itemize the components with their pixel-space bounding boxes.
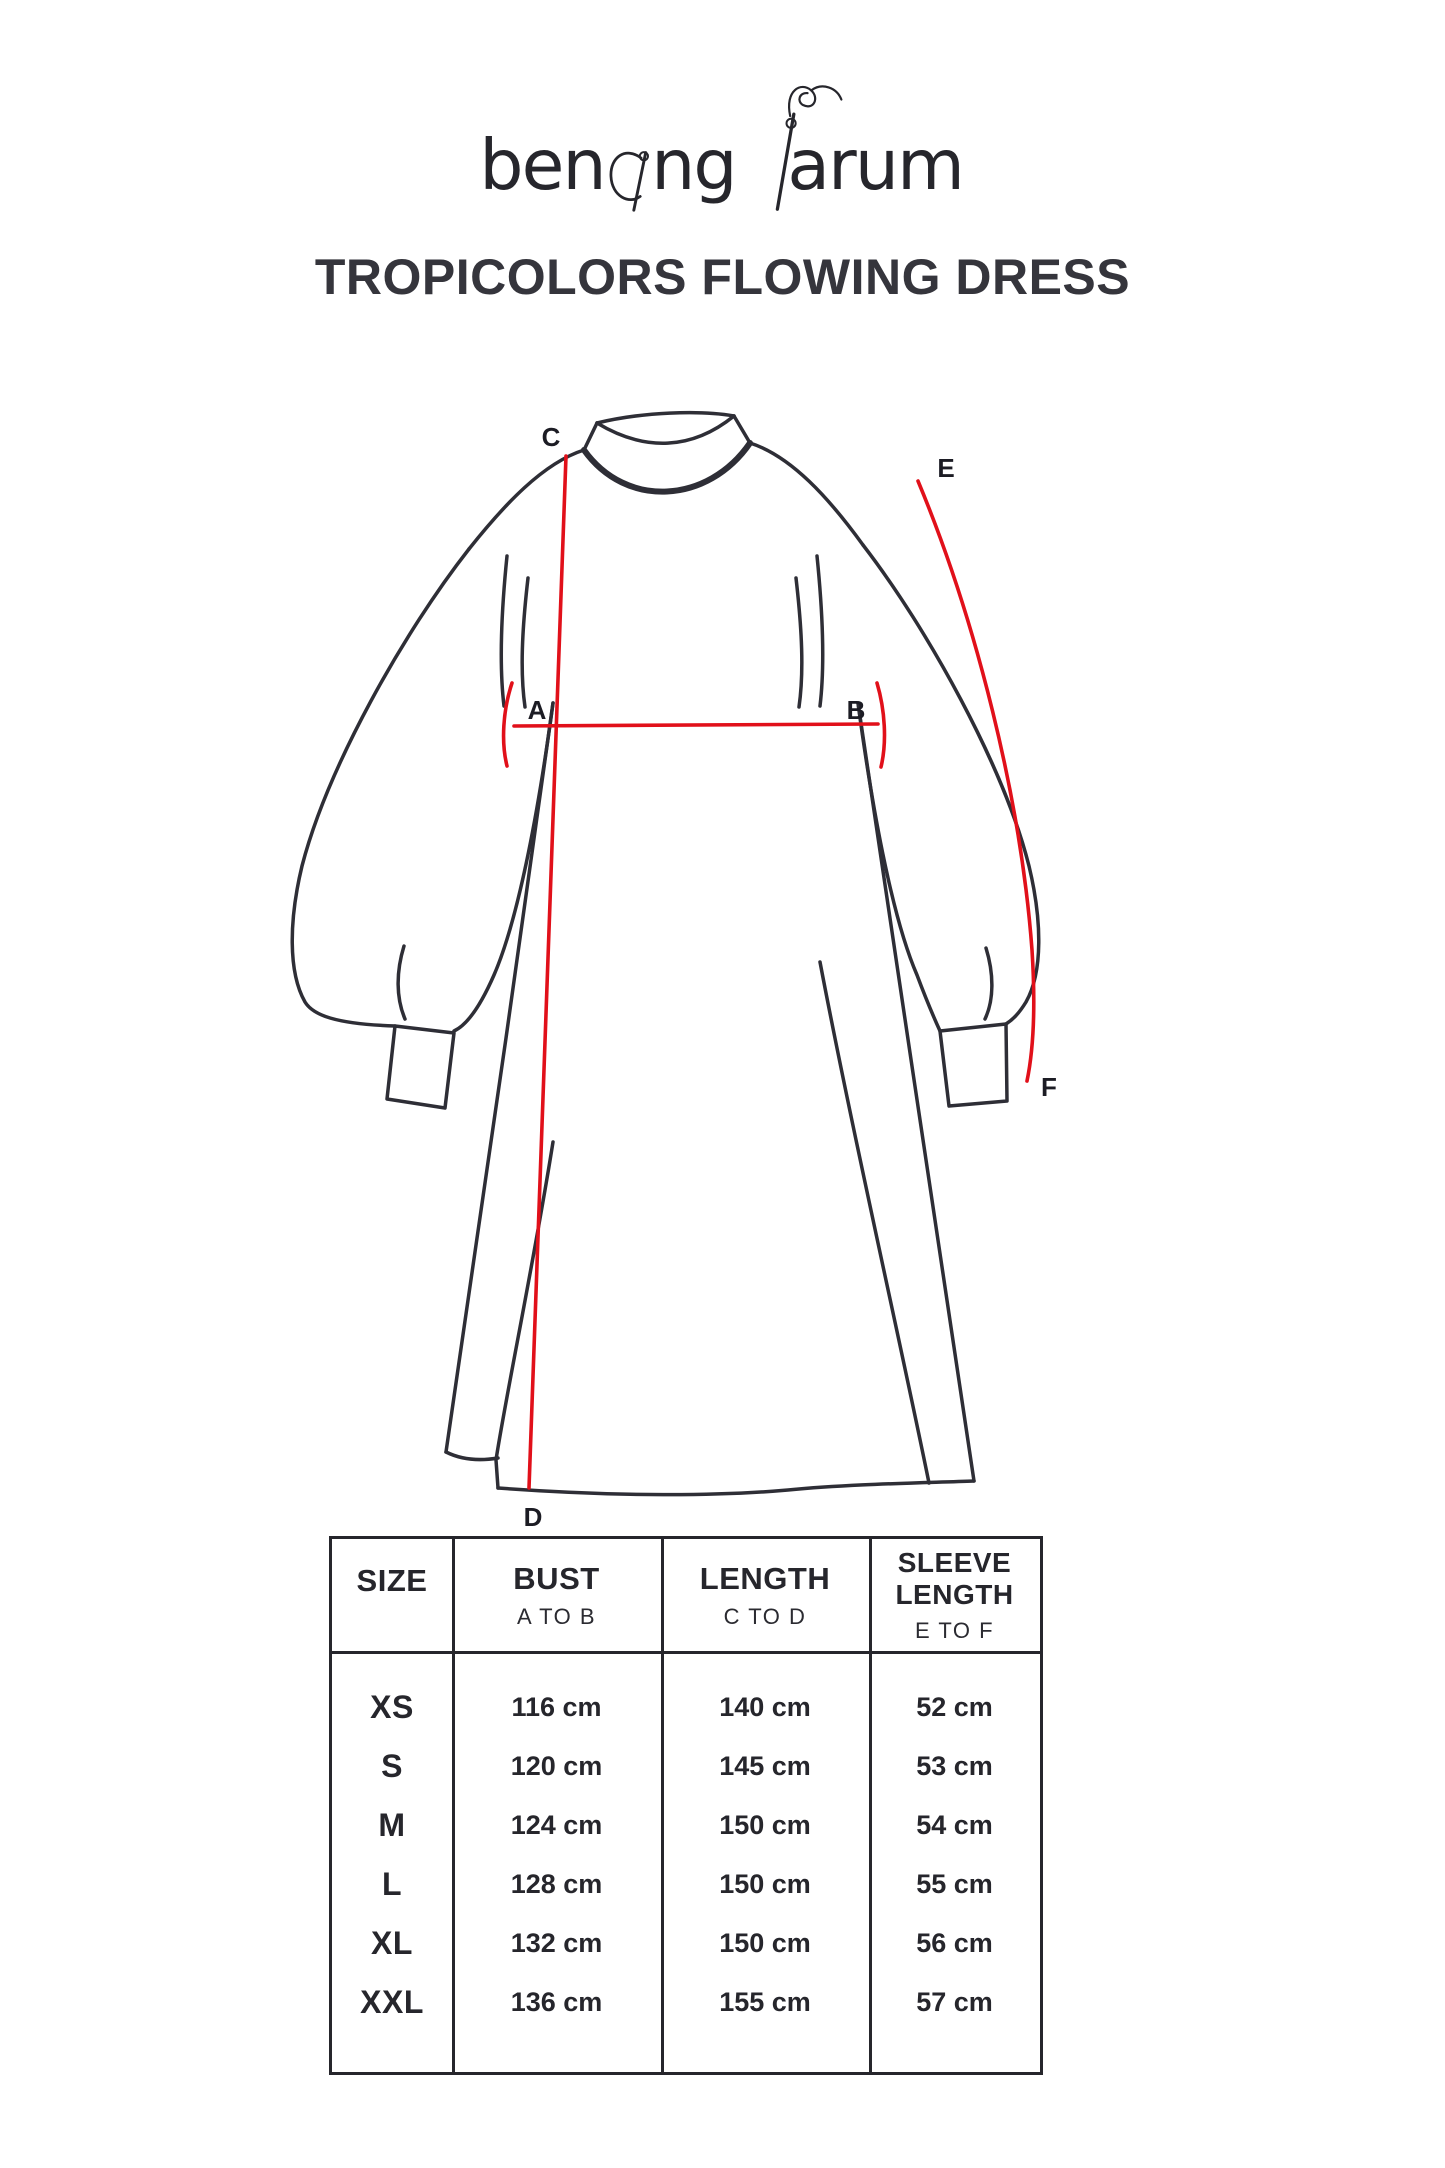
- brand-logo-svg: [468, 52, 988, 212]
- column-header-size: [332, 1539, 452, 1651]
- cuff-left: [387, 1026, 454, 1108]
- cell-size: XL: [371, 1925, 413, 1961]
- hem-back-left: [446, 1452, 498, 1460]
- cell-length: 145 cm: [719, 1751, 811, 1781]
- skirt-drape-seam: [820, 962, 929, 1483]
- armhole-measure-curve-right: [877, 683, 884, 767]
- side-seam-right: [858, 703, 974, 1481]
- cell-size: L: [381, 1866, 403, 1902]
- cell-bust: 124 cm: [510, 1810, 603, 1840]
- cuff-right: [940, 1024, 1007, 1106]
- column-sublabel: C TO D: [723, 1603, 807, 1629]
- cell-bust: 128 cm: [510, 1869, 603, 1899]
- dress-collar-band: [584, 443, 750, 492]
- cell-length: 140 cm: [719, 1692, 811, 1722]
- skirt-slit: [496, 1142, 553, 1488]
- column-header-sleeve-length: [869, 1539, 1040, 1651]
- cell-length: 150 cm: [719, 1928, 811, 1958]
- column-sublabel: A TO B: [516, 1603, 597, 1629]
- cell-bust: 116 cm: [511, 1692, 602, 1722]
- bust-measure-line: [514, 724, 878, 726]
- sleeve-right-outer: [863, 545, 1039, 1024]
- cell-length: 150 cm: [719, 1810, 811, 1840]
- table-body: [332, 1654, 1040, 2072]
- column-label: BUST: [513, 1561, 600, 1597]
- brand-logo: [468, 52, 988, 212]
- logo-text-arum: arum: [787, 126, 963, 207]
- dress-collar: [584, 423, 597, 450]
- column-header-bust: [452, 1539, 661, 1651]
- hem-front: [498, 1481, 974, 1495]
- dress-shoulder-right: [750, 443, 863, 545]
- sleeve-right-fold: [985, 948, 992, 1019]
- cell-bust: 132 cm: [510, 1928, 603, 1958]
- armhole-seam-left: [501, 556, 507, 706]
- cell-sleeve: 54 cm: [916, 1810, 993, 1840]
- cell-sleeve: 57 cm: [916, 1987, 993, 2017]
- armhole-measure-curve-left: [504, 683, 512, 766]
- column-label: SIZE: [356, 1563, 428, 1598]
- sleeve-measure-line: [918, 481, 1034, 1081]
- dress-collar: [734, 416, 750, 443]
- logo-text-ben: ben: [479, 126, 605, 207]
- side-seam-left: [446, 703, 553, 1452]
- measure-label-c: C: [541, 422, 561, 452]
- cell-size: XS: [370, 1689, 414, 1725]
- armhole-seam-left: [522, 578, 528, 707]
- logo-text-ng: ng: [651, 126, 736, 207]
- cell-length: 155 cm: [719, 1987, 811, 2017]
- measure-label-e: E: [937, 453, 955, 483]
- sleeve-left-outer: [292, 549, 469, 1026]
- measure-label-a: A: [527, 695, 547, 725]
- column-label: SLEEVE LENGTH: [895, 1546, 1014, 1610]
- sleeve-right-inner: [858, 703, 940, 1031]
- cell-size: XXL: [360, 1984, 424, 2020]
- dress-shoulder-left: [469, 450, 584, 549]
- column-label: LENGTH: [699, 1561, 831, 1597]
- column-header-length: [661, 1539, 869, 1651]
- column-sublabel: E TO F: [914, 1618, 995, 1644]
- measure-label-d: D: [523, 1502, 543, 1532]
- table-header-row: [332, 1539, 1040, 1651]
- measure-label-f: F: [1041, 1072, 1057, 1102]
- cell-sleeve: 53 cm: [916, 1751, 993, 1781]
- measure-label-b: B: [846, 695, 866, 725]
- cell-sleeve: 55 cm: [916, 1869, 993, 1899]
- armhole-seam-right: [817, 556, 823, 706]
- cell-size: S: [381, 1748, 403, 1784]
- cell-sleeve: 56 cm: [916, 1928, 993, 1958]
- dress-collar: [597, 413, 734, 423]
- needle-icon: [611, 152, 648, 210]
- cell-size: M: [378, 1807, 406, 1843]
- cell-bust: 136 cm: [510, 1987, 603, 2017]
- cell-length: 150 cm: [719, 1869, 811, 1899]
- dress-collar: [597, 416, 734, 443]
- size-chart-table: [329, 1536, 1043, 2075]
- sleeve-left-fold: [398, 946, 405, 1019]
- cell-bust: 120 cm: [510, 1751, 603, 1781]
- armhole-seam-right: [796, 578, 802, 707]
- cell-sleeve: 52 cm: [916, 1692, 993, 1722]
- length-measure-line: [529, 456, 566, 1488]
- sleeve-left-inner: [454, 703, 553, 1031]
- page-title: TROPICOLORS FLOWING DRESS: [314, 249, 1131, 305]
